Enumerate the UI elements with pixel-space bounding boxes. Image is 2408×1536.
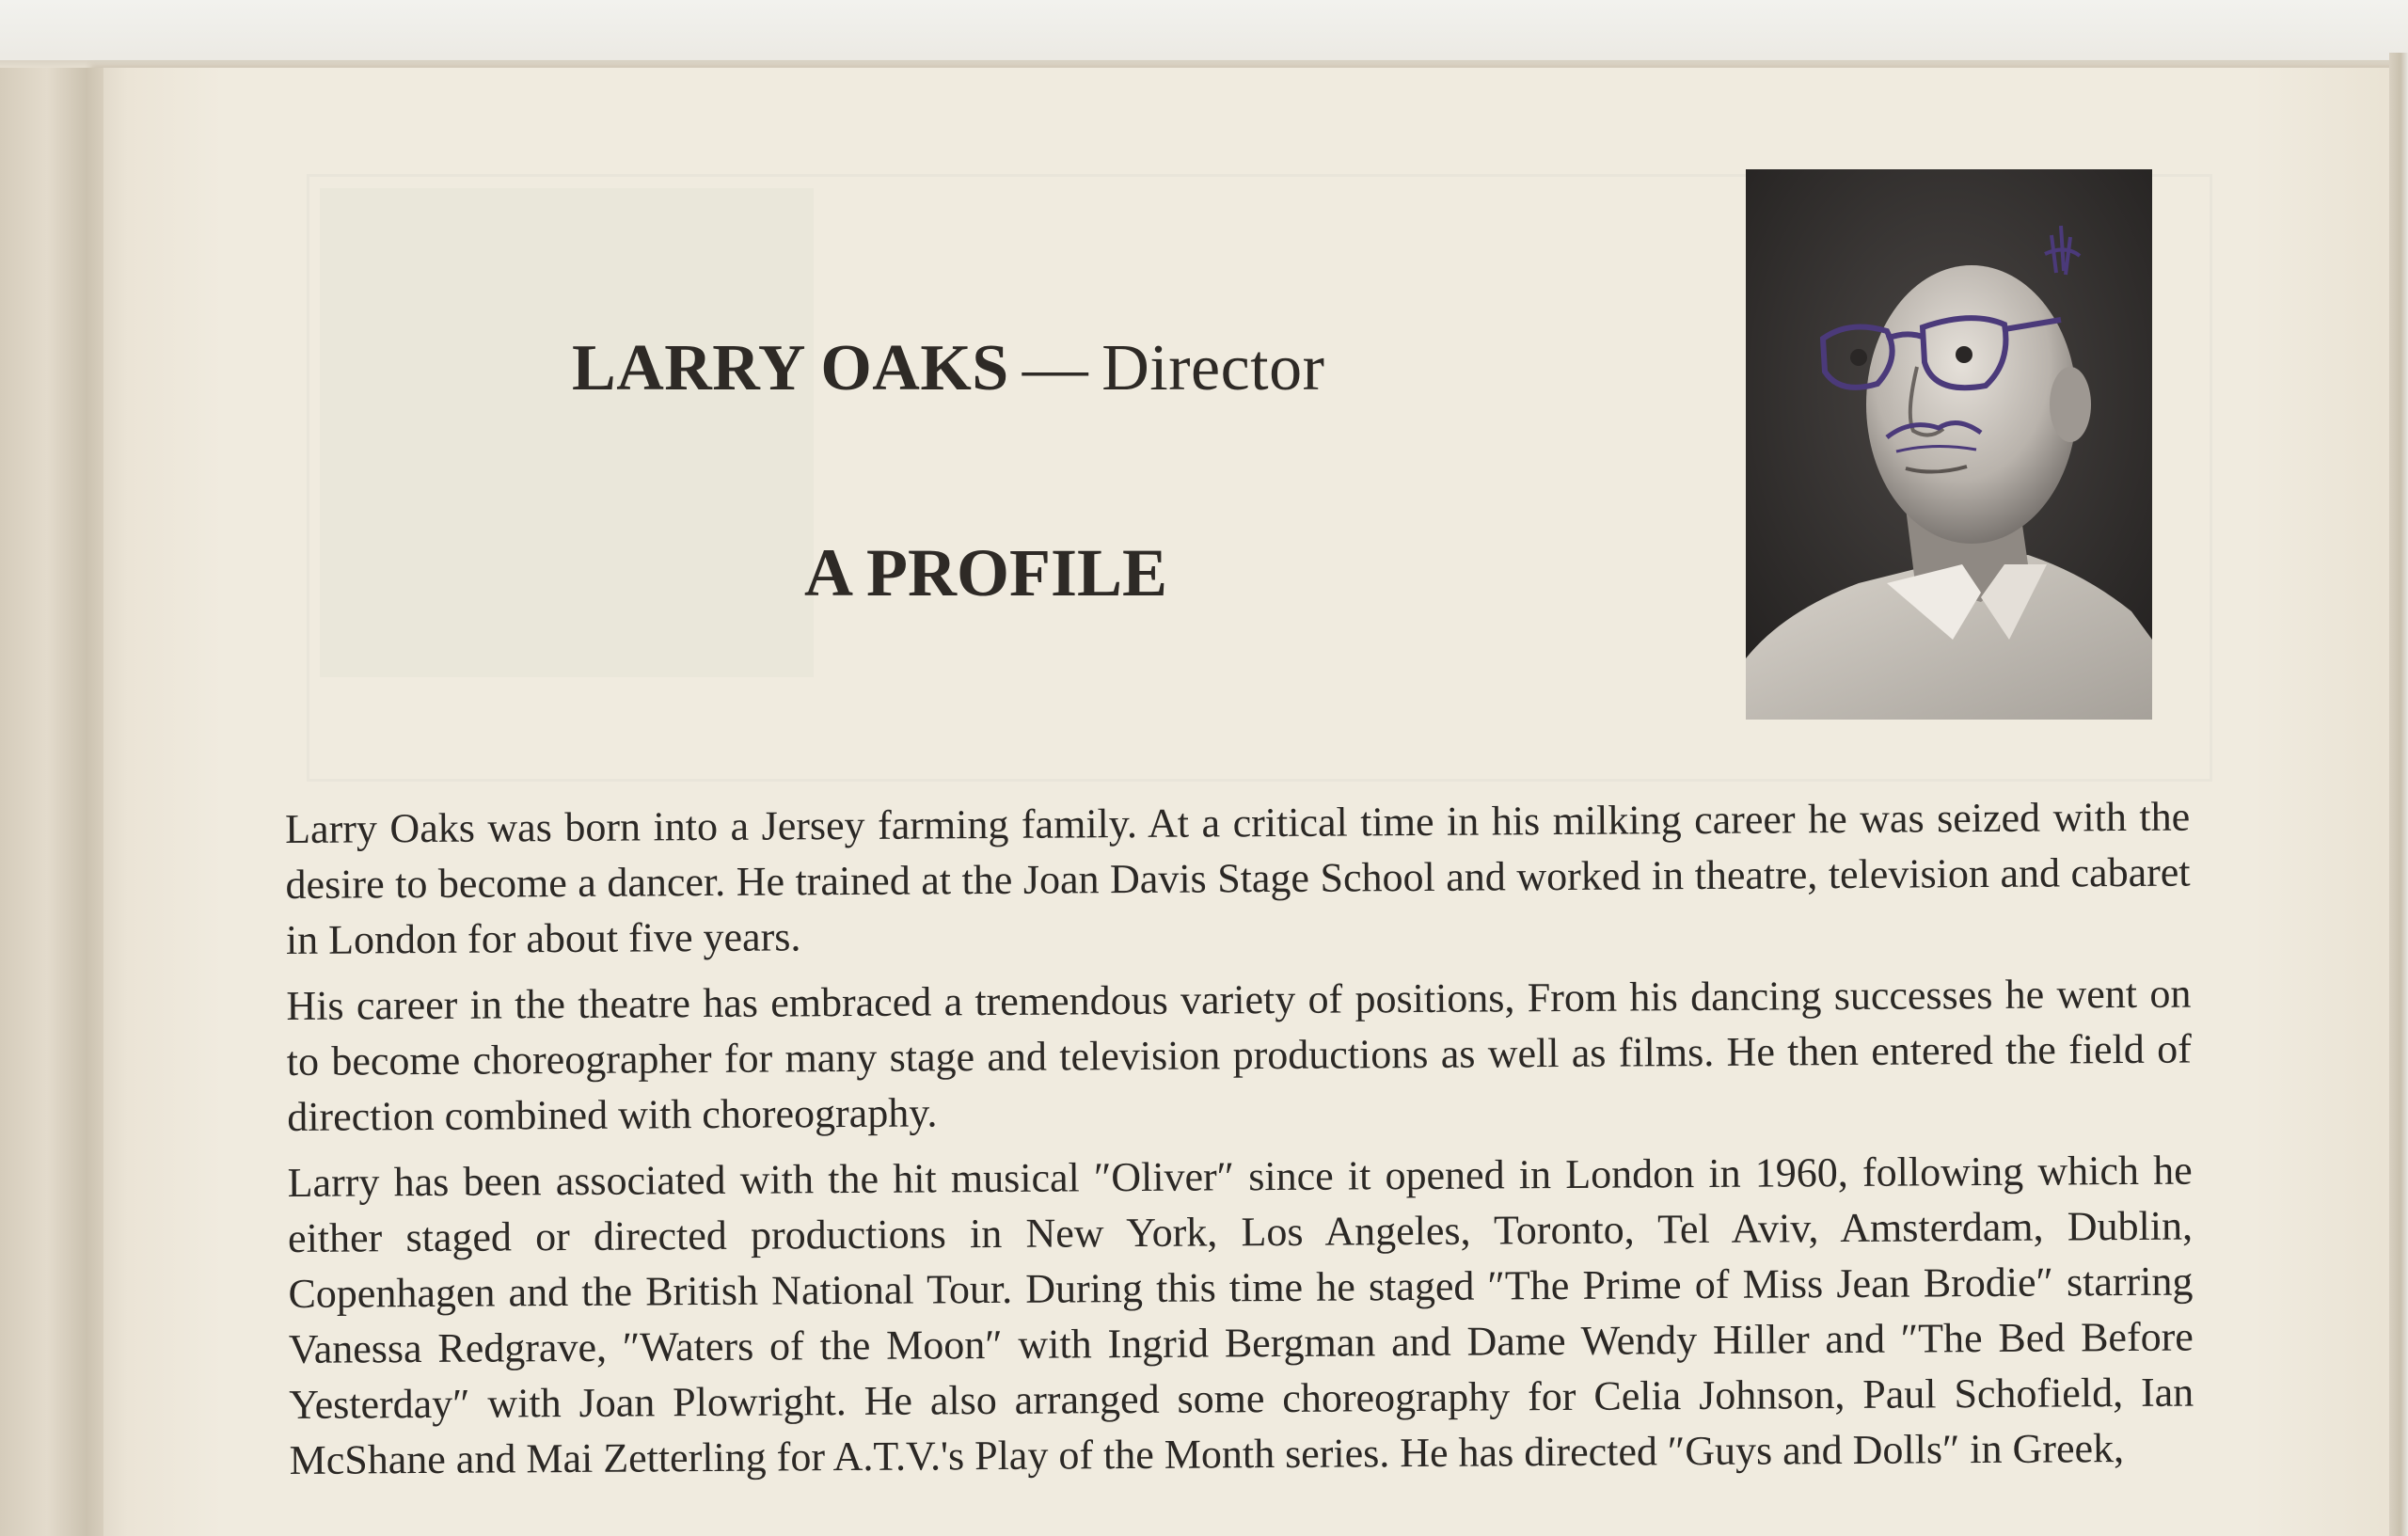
paragraph-2: His career in the theatre has embraced a tremendous variety of positions, From his dancing successes he went on to become choreographer for many stage and television productions as well as films. He then entered the field of direction combined with choreography. xyxy=(286,970,2192,1140)
page-right-edge xyxy=(2389,53,2408,1536)
book-gutter xyxy=(0,68,103,1536)
profile-body xyxy=(285,789,2194,1498)
page-subtitle: A PROFILE xyxy=(804,535,1168,610)
portrait-image xyxy=(1746,169,2152,720)
title-separator: — xyxy=(1022,332,1089,404)
bleed-through-box xyxy=(320,188,814,677)
page-title xyxy=(572,331,1324,406)
title-name: LARRY OAKS xyxy=(572,332,1009,404)
title-role: Director xyxy=(1101,332,1325,404)
portrait-photo xyxy=(1746,169,2152,720)
paragraph-3: Larry has been associated with the hit musical ″Oliver″ since it opened in London in 1960, following which he either staged or directed productions in New York, Los Angeles, Toronto, Tel Aviv, Amsterdam, Dublin, Copenhagen and the British National Tour. During this time he staged ″The Prime of Miss Jean Brodie″ starring Vanessa Redgrave, ″Waters of the Moon″ with Ingrid Bergman and Dame Wendy Hiller and ″The Bed Before Yesterday″ with Joan Plowright. He also arranged some choreography for Celia Johnson, Paul Schofield, Ian McShane and Mai Zetterling for A.T.V.'s Play of the Month series. He has directed ″Guys and Dolls″ in Greek, xyxy=(287,1147,2194,1483)
paragraph-1: Larry Oaks was born into a Jersey farming family. At a critical time in his milking career he was seized with the desire to become a dancer. He trained at the Joan Davis Stage School and worked in theatre, television and cabaret in London for about five years. xyxy=(285,793,2191,963)
